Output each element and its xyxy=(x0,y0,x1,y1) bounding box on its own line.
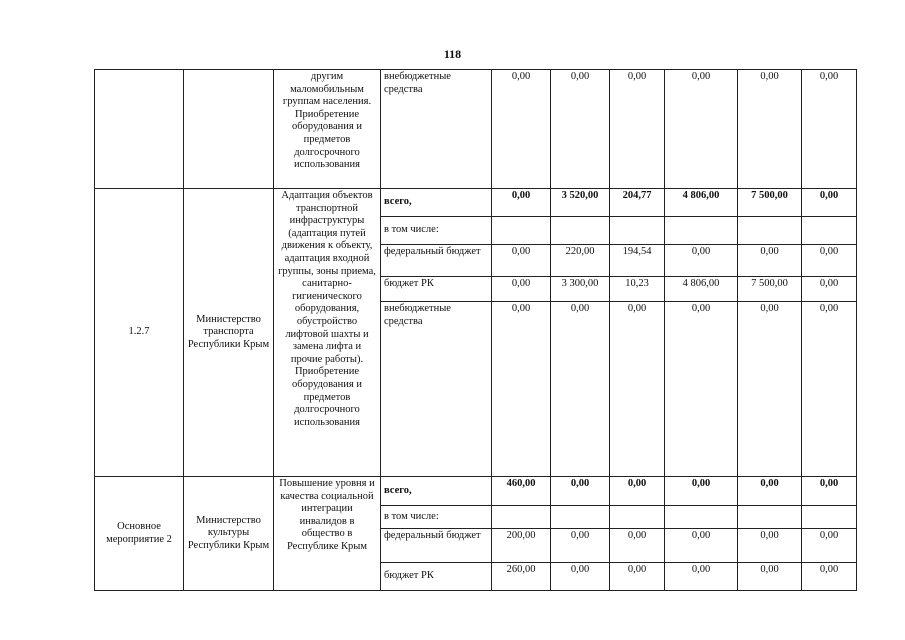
cell-value: 0,00 xyxy=(551,477,610,506)
cell-executor: Министерство культуры Республики Крым xyxy=(184,477,274,591)
cell-source: бюджет РК xyxy=(381,563,492,591)
cell-value: 0,00 xyxy=(665,302,738,477)
cell-value: 0,00 xyxy=(802,277,857,302)
table-row xyxy=(95,70,857,189)
cell-value: 460,00 xyxy=(492,477,551,506)
cell-empty xyxy=(551,217,610,245)
cell-empty xyxy=(665,506,738,529)
cell-value: 0,00 xyxy=(665,529,738,563)
cell-description: Адаптация объектов транспортной инфраструктуры (адаптация путей движения к объекту, адаптация входной группы, зоны приема, санитарно-гигиенического оборудования, обустройство лифтовой шахты и замена лифта и прочие работы). Приобретение оборудования и предметов долгосрочного использования xyxy=(274,189,381,477)
funding-table xyxy=(94,69,857,591)
cell-value: 194,54 xyxy=(610,245,665,277)
cell-value: 0,00 xyxy=(738,529,802,563)
cell-value: 0,00 xyxy=(802,70,857,189)
cell-number xyxy=(95,70,184,189)
cell-source: всего, xyxy=(381,477,492,506)
cell-value: 0,00 xyxy=(610,529,665,563)
cell-source: бюджет РК xyxy=(381,277,492,302)
cell-value: 0,00 xyxy=(551,70,610,189)
cell-value: 0,00 xyxy=(802,302,857,477)
cell-empty xyxy=(802,506,857,529)
cell-value: 0,00 xyxy=(610,563,665,591)
table-row xyxy=(95,189,857,217)
cell-value: 0,00 xyxy=(802,245,857,277)
cell-value: 0,00 xyxy=(610,477,665,506)
cell-source: в том числе: xyxy=(381,506,492,529)
cell-value: 0,00 xyxy=(802,477,857,506)
cell-value: 0,00 xyxy=(802,563,857,591)
cell-number: Основное мероприятие 2 xyxy=(95,477,184,591)
cell-value: 0,00 xyxy=(492,189,551,217)
cell-value: 0,00 xyxy=(610,302,665,477)
cell-value: 0,00 xyxy=(492,70,551,189)
cell-value: 0,00 xyxy=(665,477,738,506)
table-row xyxy=(95,477,857,506)
cell-description: Повышение уровня и качества социальной интеграции инвалидов в общество в Республике Крым xyxy=(274,477,381,591)
cell-value: 0,00 xyxy=(492,245,551,277)
cell-value: 4 806,00 xyxy=(665,189,738,217)
cell-empty xyxy=(802,217,857,245)
cell-empty xyxy=(665,217,738,245)
cell-value: 220,00 xyxy=(551,245,610,277)
cell-description: другим маломобильным группам населения. Приобретение оборудования и предметов долгосрочного использования xyxy=(274,70,381,189)
cell-value: 260,00 xyxy=(492,563,551,591)
cell-value: 3 300,00 xyxy=(551,277,610,302)
cell-value: 0,00 xyxy=(665,245,738,277)
cell-value: 0,00 xyxy=(738,563,802,591)
cell-executor: Министерство транспорта Республики Крым xyxy=(184,189,274,477)
cell-value: 4 806,00 xyxy=(665,277,738,302)
cell-number: 1.2.7 xyxy=(95,189,184,477)
cell-source: внебюджетные средства xyxy=(381,70,492,189)
cell-value: 0,00 xyxy=(665,563,738,591)
page-number: 118 xyxy=(443,47,462,61)
cell-empty xyxy=(738,217,802,245)
cell-empty xyxy=(610,217,665,245)
cell-source: федеральный бюджет xyxy=(381,529,492,563)
cell-empty xyxy=(492,217,551,245)
cell-source: внебюджетные средства xyxy=(381,302,492,477)
cell-value: 0,00 xyxy=(551,563,610,591)
cell-value: 7 500,00 xyxy=(738,277,802,302)
cell-source: федеральный бюджет xyxy=(381,245,492,277)
cell-value: 0,00 xyxy=(738,245,802,277)
cell-value: 0,00 xyxy=(738,302,802,477)
cell-executor xyxy=(184,70,274,189)
cell-value: 204,77 xyxy=(610,189,665,217)
cell-value: 200,00 xyxy=(492,529,551,563)
cell-empty xyxy=(738,506,802,529)
cell-value: 10,23 xyxy=(610,277,665,302)
cell-value: 0,00 xyxy=(738,70,802,189)
cell-source: в том числе: xyxy=(381,217,492,245)
cell-value: 0,00 xyxy=(492,277,551,302)
cell-value: 0,00 xyxy=(665,70,738,189)
cell-value: 0,00 xyxy=(610,70,665,189)
cell-source: всего, xyxy=(381,189,492,217)
cell-value: 0,00 xyxy=(802,189,857,217)
cell-value: 0,00 xyxy=(551,302,610,477)
cell-empty xyxy=(610,506,665,529)
cell-value: 3 520,00 xyxy=(551,189,610,217)
cell-value: 7 500,00 xyxy=(738,189,802,217)
cell-value: 0,00 xyxy=(492,302,551,477)
cell-empty xyxy=(551,506,610,529)
cell-value: 0,00 xyxy=(738,477,802,506)
cell-value: 0,00 xyxy=(551,529,610,563)
cell-value: 0,00 xyxy=(802,529,857,563)
cell-empty xyxy=(492,506,551,529)
